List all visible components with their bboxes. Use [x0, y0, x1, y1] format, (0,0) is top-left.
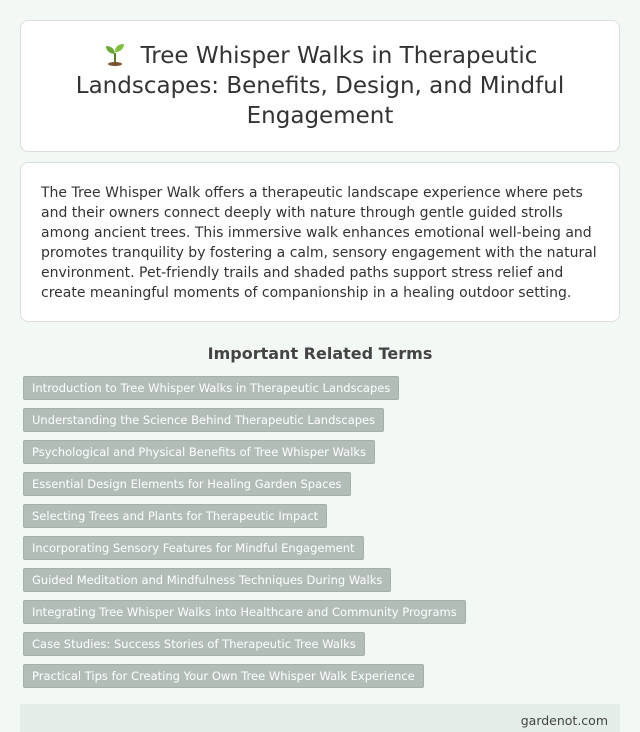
footer-site-name: gardenot.com [520, 712, 608, 728]
related-terms-heading: Important Related Terms [207, 344, 433, 363]
related-term-tag[interactable]: Guided Meditation and Mindfulness Techniques During Walks [23, 568, 391, 592]
related-term-tag[interactable]: Incorporating Sensory Features for Mindful Engagement [23, 536, 364, 560]
footer [20, 704, 620, 732]
description-card [20, 162, 620, 322]
related-term-tag[interactable]: Essential Design Elements for Healing Garden Spaces [23, 472, 351, 496]
related-terms-list [20, 376, 620, 696]
description-text: The Tree Whisper Walk offers a therapeutic landscape experience where pets and their owners connect deeply with nature through gentle guided strolls among ancient trees. This immersive walk enhances emotional well-being and promotes tranquility by fostering a calm, sensory engagement with the natural environment. Pet-friendly trails and shaded paths support stress relief and create meaningful moments of companionship in a healing outdoor setting. [41, 185, 597, 301]
related-term-tag[interactable]: Introduction to Tree Whisper Walks in Therapeutic Landscapes [23, 376, 399, 400]
title-card [20, 20, 620, 152]
related-term-tag[interactable]: Integrating Tree Whisper Walks into Healthcare and Community Programs [23, 600, 466, 624]
page-title-text: Tree Whisper Walks in Therapeutic Landscapes: Benefits, Design, and Mindful Engagement [75, 43, 565, 129]
page-title [61, 41, 579, 131]
sprout-icon [103, 42, 127, 66]
related-term-tag[interactable]: Practical Tips for Creating Your Own Tree Whisper Walk Experience [23, 664, 424, 688]
related-term-tag[interactable]: Understanding the Science Behind Therapeutic Landscapes [23, 408, 384, 432]
related-term-tag[interactable]: Selecting Trees and Plants for Therapeutic Impact [23, 504, 327, 528]
related-term-tag[interactable]: Psychological and Physical Benefits of Tree Whisper Walks [23, 440, 375, 464]
related-term-tag[interactable]: Case Studies: Success Stories of Therapeutic Tree Walks [23, 632, 365, 656]
